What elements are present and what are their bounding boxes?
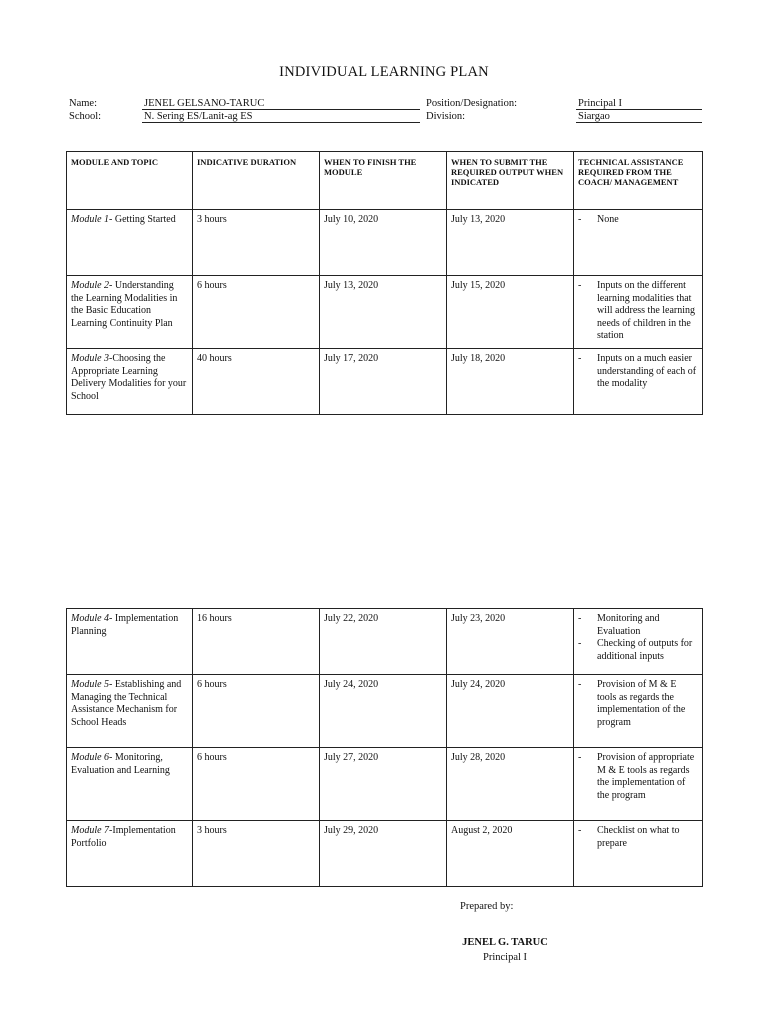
module-topic: - Understanding the Learning Modalities in the Basic Education Learning Continuity Plan	[71, 280, 178, 329]
duration-cell: 3 hours	[193, 210, 320, 276]
table-row	[67, 609, 703, 675]
school-label: School:	[69, 111, 102, 122]
assistance-cell	[574, 748, 703, 821]
assistance-cell	[574, 276, 703, 349]
table-row	[67, 276, 703, 349]
duration-cell: 6 hours	[193, 675, 320, 748]
submit-date-cell: July 13, 2020	[447, 210, 574, 276]
module-label: Module 3	[71, 353, 110, 364]
module-topic: - Getting Started	[109, 214, 176, 225]
assistance-item: - Monitoring and Evaluation	[578, 613, 698, 638]
table-row	[67, 210, 703, 276]
learning-plan-table-part-2	[66, 608, 703, 887]
module-topic-cell	[67, 748, 193, 821]
finish-date-cell: July 29, 2020	[320, 821, 447, 887]
division-label: Division:	[426, 111, 466, 122]
division-value: Siargao	[576, 111, 702, 123]
submit-date-cell: August 2, 2020	[447, 821, 574, 887]
duration-cell: 6 hours	[193, 748, 320, 821]
module-topic-cell	[67, 349, 193, 415]
finish-date-cell: July 17, 2020	[320, 349, 447, 415]
school-value: N. Sering ES/Lanit-ag ES	[142, 111, 420, 123]
assistance-cell	[574, 609, 703, 675]
module-topic-cell	[67, 675, 193, 748]
table-row	[67, 748, 703, 821]
assistance-item: - Provision of M & E tools as regards the implementation of the program	[578, 679, 698, 729]
position-label: Position/Designation:	[426, 98, 518, 109]
assistance-cell	[574, 349, 703, 415]
position-value: Principal I	[576, 98, 702, 110]
duration-cell: 16 hours	[193, 609, 320, 675]
assistance-item: - None	[578, 214, 698, 227]
header-finish: WHEN TO FINISH THE MODULE	[320, 152, 447, 210]
module-topic-cell	[67, 609, 193, 675]
submit-date-cell: July 18, 2020	[447, 349, 574, 415]
module-label: Module 5	[71, 679, 110, 690]
header-module-topic: MODULE AND TOPIC	[67, 152, 193, 210]
module-label: Module 6	[71, 752, 110, 763]
module-topic-cell	[67, 821, 193, 887]
finish-date-cell: July 13, 2020	[320, 276, 447, 349]
table-row	[67, 675, 703, 748]
learning-plan-table-part-1	[66, 151, 703, 415]
submit-date-cell: July 15, 2020	[447, 276, 574, 349]
module-topic: - Monitoring, Evaluation and Learning	[71, 752, 170, 776]
header-submit: WHEN TO SUBMIT THE REQUIRED OUTPUT WHEN INDICATED	[447, 152, 574, 210]
assistance-cell	[574, 821, 703, 887]
finish-date-cell: July 22, 2020	[320, 609, 447, 675]
finish-date-cell: July 27, 2020	[320, 748, 447, 821]
assistance-cell	[574, 675, 703, 748]
submit-date-cell: July 24, 2020	[447, 675, 574, 748]
submit-date-cell: July 23, 2020	[447, 609, 574, 675]
module-topic: -Implementation Portfolio	[71, 825, 176, 849]
header-duration: INDICATIVE DURATION	[193, 152, 320, 210]
module-topic: - Establishing and Managing the Technical Assistance Mechanism for School Heads	[71, 679, 182, 728]
name-label: Name:	[69, 98, 97, 109]
assistance-item: - Inputs on the different learning modalities that will address the learning needs of children in the station	[578, 280, 698, 343]
submit-date-cell: July 28, 2020	[447, 748, 574, 821]
table-row	[67, 821, 703, 887]
name-value: JENEL GELSANO-TARUC	[142, 98, 420, 110]
assistance-cell	[574, 210, 703, 276]
assistance-item: - Checking of outputs for additional inputs	[578, 638, 698, 663]
table-header-row	[67, 152, 703, 210]
prepared-by-label: Prepared by:	[460, 901, 514, 912]
module-topic: - Implementation Planning	[71, 613, 179, 637]
finish-date-cell: July 24, 2020	[320, 675, 447, 748]
document-title: INDIVIDUAL LEARNING PLAN	[279, 64, 489, 80]
table-row	[67, 349, 703, 415]
assistance-item: - Checklist on what to prepare	[578, 825, 698, 850]
assistance-item: - Provision of appropriate M & E tools as regards the implementation of the program	[578, 752, 698, 802]
finish-date-cell: July 10, 2020	[320, 210, 447, 276]
header-assistance: TECHNICAL ASSISTANCE REQUIRED FROM THE COACH/ MANAGEMENT	[574, 152, 703, 210]
module-label: Module 2	[71, 280, 110, 291]
module-topic-cell	[67, 276, 193, 349]
module-topic-cell	[67, 210, 193, 276]
signer-name: JENEL G. TARUC	[462, 937, 548, 948]
module-label: Module 1	[71, 214, 110, 225]
duration-cell: 6 hours	[193, 276, 320, 349]
module-topic: -Choosing the Appropriate Learning Delivery Modalities for your School	[71, 353, 187, 402]
module-label: Module 7	[71, 825, 110, 836]
module-label: Module 4	[71, 613, 110, 624]
duration-cell: 40 hours	[193, 349, 320, 415]
duration-cell: 3 hours	[193, 821, 320, 887]
assistance-item: - Inputs on a much easier understanding of each of the modality	[578, 353, 698, 391]
signer-position: Principal I	[482, 952, 528, 963]
